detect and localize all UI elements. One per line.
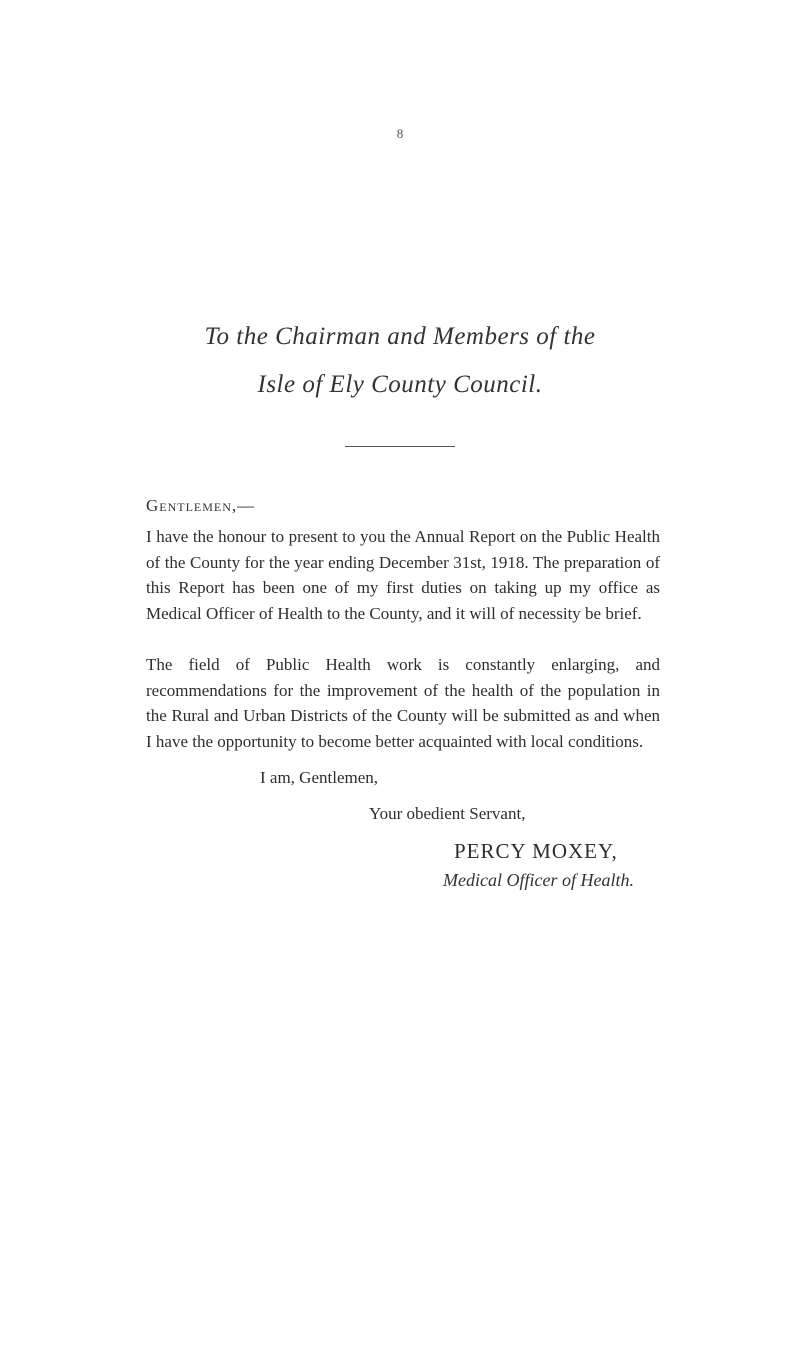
address-line-2: Isle of Ely County Council. — [257, 371, 543, 398]
page-number: 8 — [396, 126, 404, 141]
signature-name: PERCY MOXEY, — [454, 839, 618, 863]
closing-line: I am, Gentlemen, — [260, 768, 379, 787]
signature-title: Medical Officer of Health. — [443, 870, 634, 890]
paragraph-report-intro: I have the honour to present to you the Annual Report on the Public Health of the County for the year ending December 31st, 1918. The preparation of this Report has been one of my first duties on taking up my office as Medical Officer of Health to the County, and it will of necessity be brief. — [146, 527, 660, 623]
address-line-1: To the Chairman and Members of the — [204, 323, 596, 350]
salutation: Gentlemen,— — [146, 496, 256, 515]
paragraph-public-health-work: The field of Public Health work is constantly enlarging, and recommendations for the improvement of the health of the population in the Rural and Urban Districts of the County will be submitted as and when I have the opportunity to become better acquainted with local conditions. — [146, 655, 660, 751]
closing-servant: Your obedient Servant, — [369, 804, 526, 823]
separator-rule — [345, 446, 455, 447]
